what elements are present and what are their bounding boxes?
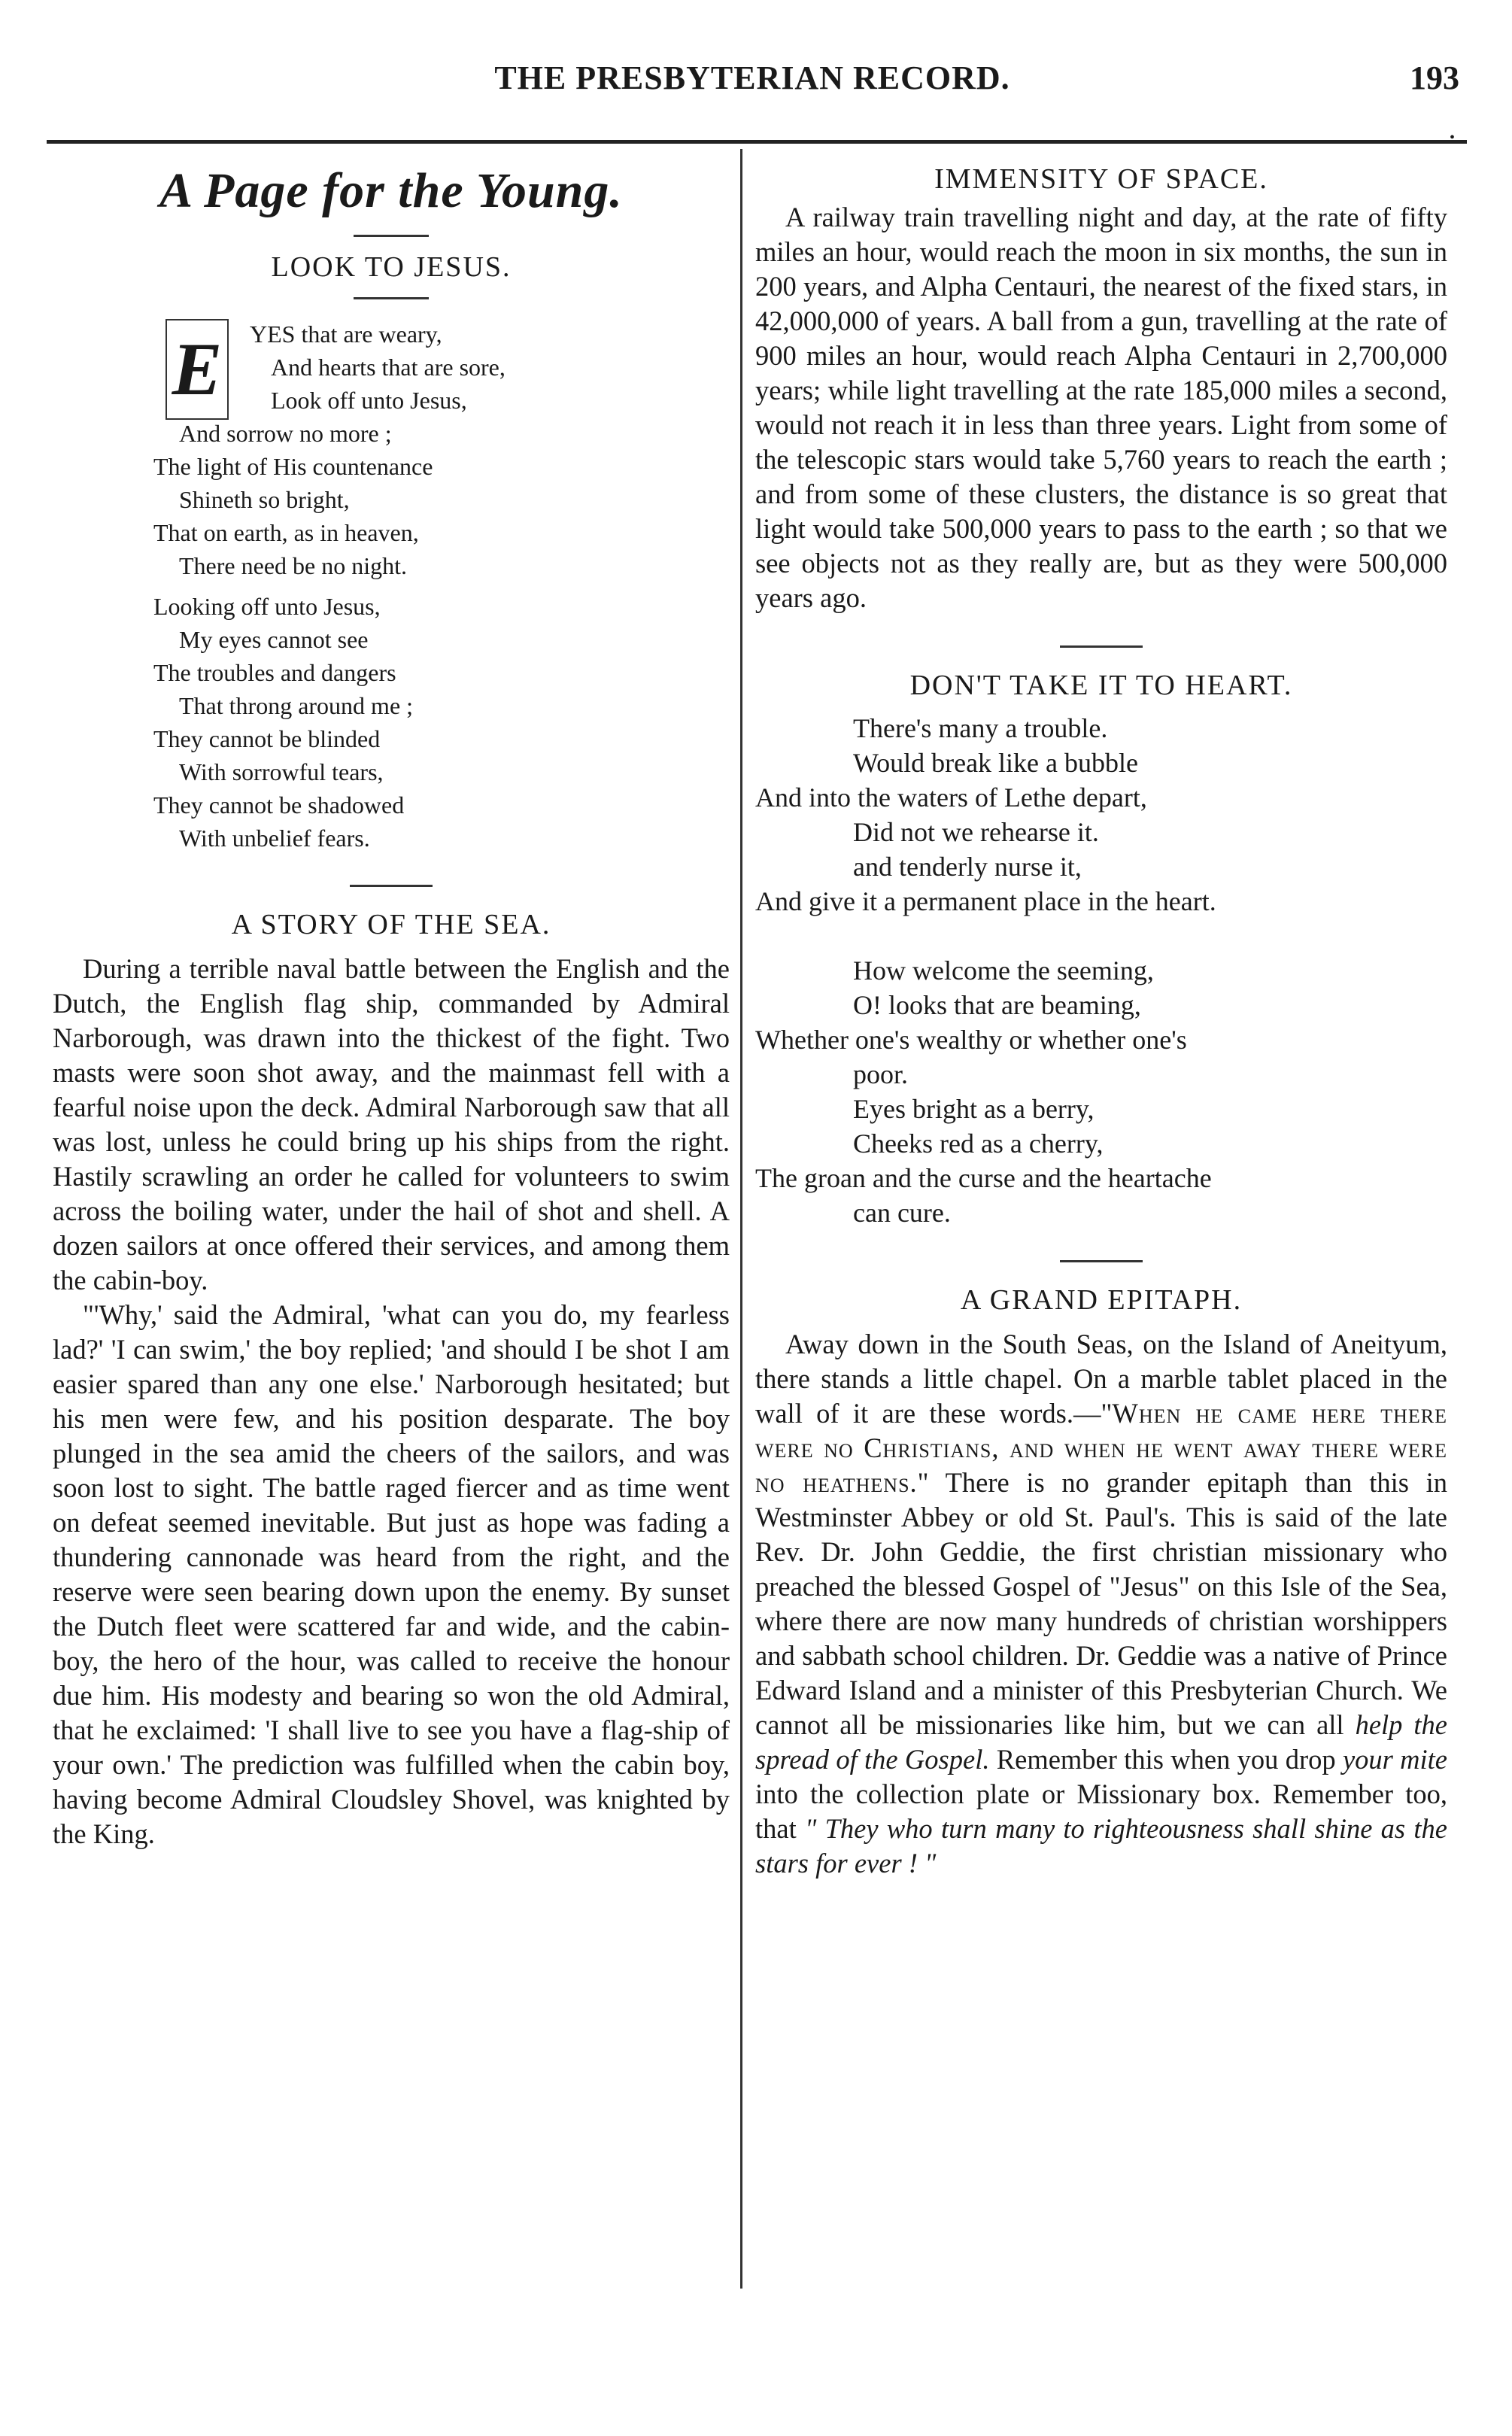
header-rule bbox=[47, 140, 1467, 144]
story-title: A STORY OF THE SEA. bbox=[231, 909, 551, 940]
poem-title: LOOK TO JESUS. bbox=[271, 251, 512, 283]
poem-line: O! looks that are beaming, bbox=[853, 990, 1141, 1020]
poem-look-to-jesus bbox=[53, 317, 730, 855]
poem-line: Whether one's wealthy or whether one's bbox=[755, 1025, 1187, 1055]
poem-line: Shineth so bright, bbox=[179, 486, 350, 513]
poem-line: poor. bbox=[853, 1059, 909, 1089]
rule bbox=[354, 235, 429, 237]
left-column bbox=[53, 150, 730, 1851]
poem-line: They cannot be blinded bbox=[153, 725, 381, 752]
poem-line: There need be no night. bbox=[179, 552, 407, 579]
heart-title: DON'T TAKE IT TO HEART. bbox=[909, 670, 1293, 701]
poem-line: That throng around me ; bbox=[179, 692, 414, 719]
publication-title: THE PRESBYTERIAN RECORD. bbox=[494, 59, 1010, 96]
story-body bbox=[53, 952, 730, 1851]
poem-line: And give it a permanent place in the heart. bbox=[755, 886, 1216, 916]
epitaph-paragraph bbox=[755, 1327, 1447, 1881]
poem-line: And into the waters of Lethe depart, bbox=[755, 782, 1147, 813]
masthead bbox=[45, 59, 1459, 119]
epitaph-quote: " They who turn many to righteousness shall shine as the stars for ever ! " bbox=[755, 1813, 1448, 1879]
column-divider bbox=[740, 149, 742, 2289]
print-mark: • bbox=[1449, 129, 1455, 146]
poem-line: How welcome the seeming, bbox=[853, 955, 1154, 986]
poem-line: and tenderly nurse it, bbox=[853, 852, 1082, 882]
poem-line: And hearts that are sore, bbox=[271, 354, 506, 381]
epitaph-inscription: When he came here there were no Christians, and when he went away there were no heathens. bbox=[755, 1398, 1447, 1498]
space-body bbox=[755, 200, 1447, 615]
section-heading: A Page for the Young. bbox=[159, 163, 623, 218]
poem-line: Cheeks red as a cherry, bbox=[853, 1128, 1104, 1159]
page-number: 193 bbox=[1410, 59, 1459, 96]
poem-line: The groan and the curse and the heartache bbox=[755, 1163, 1212, 1193]
poem-line: Would break like a bubble bbox=[853, 748, 1138, 778]
poem-line: YES that are weary, bbox=[250, 320, 442, 348]
poem-line: With unbelief fears. bbox=[179, 825, 370, 852]
poem-line: Look off unto Jesus, bbox=[271, 387, 467, 414]
poem-line: Did not we rehearse it. bbox=[853, 817, 1099, 847]
epitaph-text: into the collection plate or Missionary box. Remember too, that bbox=[755, 1778, 1447, 1844]
epitaph-body bbox=[755, 1327, 1447, 1881]
story-paragraph: During a terrible naval battle between the English and the Dutch, the English flag ship, commanded by Admiral Narborough, was drawn into the thickest of the fight. Two masts were soon shot away, and the mainmast fell with a fearful noise upon the deck. Admiral Narborough saw that all was lost, unless he could bring up his ships from the right. Hastily scrawling an order he called for volunteers to swim across the boiling water, under the hail of shot and shell. A dozen sailors at once offered their services, and among them the cabin-boy. bbox=[53, 953, 730, 1295]
poem-line: That on earth, as in heaven, bbox=[153, 519, 419, 546]
poem-line: The light of His countenance bbox=[153, 453, 433, 480]
poem-line: They cannot be shadowed bbox=[153, 791, 405, 819]
rule bbox=[1060, 1260, 1143, 1262]
dropcap: E bbox=[165, 319, 229, 420]
space-title: IMMENSITY OF SPACE. bbox=[934, 163, 1268, 195]
poem-line: The troubles and dangers bbox=[153, 659, 396, 686]
story-paragraph: "'Why,' said the Admiral, 'what can you do, my fearless lad?' 'I can swim,' the boy replied; 'and should I be shot I am easier spared than any one else.' Narborough hesitated; but his men were few, and his position desparate. The boy plunged in the sea amid the cheers of the sailors, and was soon lost to sight. The battle raged fiercer and as time went on defeat seemed inevitable. But just as hope was fading a thundering cannonade was heard from the right, and the reserve were seen bearing down upon the enemy. By sunset the Dutch fleet were scattered far and wide, and the cabin-boy, the hero of the hour, was called to receive the honour due him. His modesty and bearing so won the old Admiral, that he exclaimed: 'I shall live to see you have a flag-ship of your own.' The prediction was fulfilled when the cabin boy, having become Admiral Cloudsley Shovel, was knighted by the King. bbox=[53, 1299, 730, 1849]
rule bbox=[354, 297, 429, 299]
poem-dont-take-it-to-heart bbox=[755, 711, 1447, 1230]
poem-line: can cure. bbox=[853, 1198, 951, 1228]
space-paragraph: A railway train travelling night and day, at the rate of fifty miles an hour, would reach the moon in six months, the sun in 200 years, and Alpha Centauri, the nearest of the fixed stars, in 42,000,000 of years. A ball from a gun, travelling at the rate of 900 miles an hour, would reach Alpha Centauri in 2,700,000 years; while light travelling at the rate 185,000 miles a second, would not reach it in less than three years. Light from some of the telescopic stars would take 5,760 years to reach the earth ; and from some of these clusters, the distance is so great that light would take 500,000 years to pass to the earth ; so that we see objects not as they really are, but as they were 500,000 years ago. bbox=[755, 202, 1447, 613]
poem-line: And sorrow no more ; bbox=[179, 420, 392, 447]
poem-line: There's many a trouble. bbox=[853, 713, 1108, 743]
epitaph-text: Away down in the South Seas, on the Island of Aneityum, there stands a little chapel. On a marble tablet placed in the wall of it are these words.—" bbox=[755, 1329, 1447, 1429]
poem-line: Looking off unto Jesus, bbox=[153, 593, 381, 620]
epitaph-italic: help the spread of the Gospel. bbox=[755, 1709, 1447, 1775]
right-column bbox=[755, 150, 1447, 1881]
epitaph-text: " There is no grander epitaph than this in Westminster Abbey or old St. Paul's. This is said of the late Rev. Dr. John Geddie, the first christian missionary who preached the blessed Gospel of "Jesus" on this Isle of the Sea, where there are now many hundreds of christian worshippers and sabbath school children. Dr. Geddie was a native of Prince Edward Island and a minister of this Presbyterian Church. We cannot all be missionaries like him, but we can all bbox=[755, 1467, 1447, 1740]
epitaph-title: A GRAND EPITAPH. bbox=[960, 1284, 1243, 1316]
poem-line: With sorrowful tears, bbox=[179, 758, 384, 785]
epitaph-italic: your mite bbox=[1342, 1744, 1447, 1775]
poem-line: My eyes cannot see bbox=[179, 626, 369, 653]
poem-line: Eyes bright as a berry, bbox=[853, 1094, 1095, 1124]
rule bbox=[350, 885, 433, 887]
rule bbox=[1060, 645, 1143, 648]
epitaph-text: Remember this when you drop bbox=[989, 1744, 1343, 1775]
